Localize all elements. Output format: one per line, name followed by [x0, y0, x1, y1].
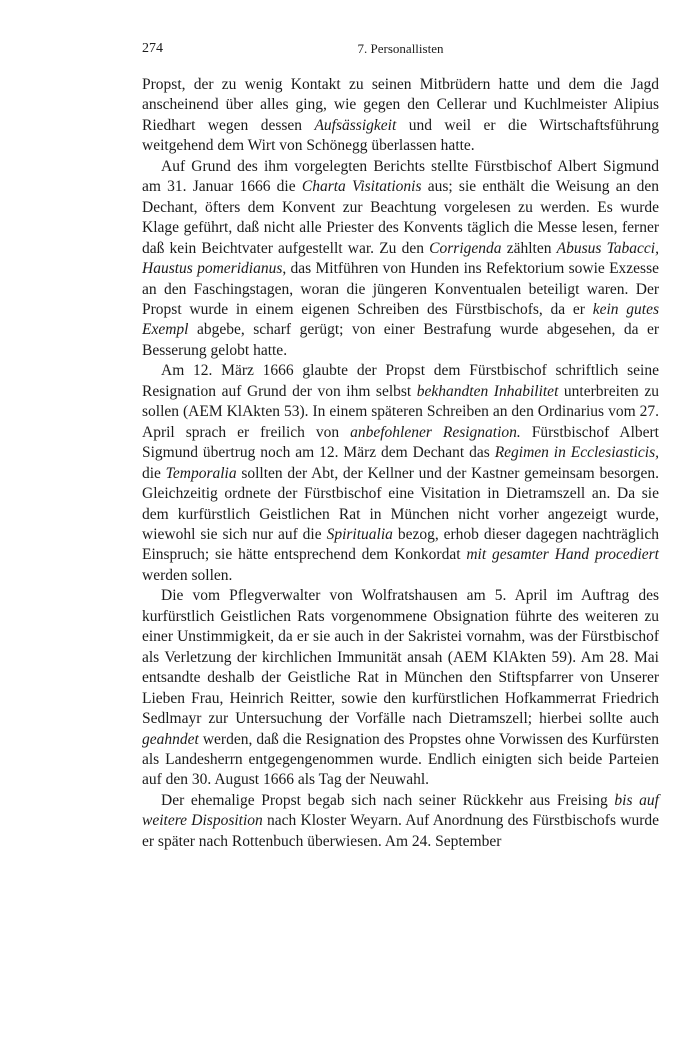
- text-run: aus; sie enthält die Weisung an den Dechant, öfters dem Konvent zur Beachtung vorgelesen zu werden. Es wurde Klage geführt, daß nicht alle Priester des Konvents täglich die Messe lesen, ferner daß kein Beichtvater aufgestellt war. Zu den: [142, 178, 660, 257]
- running-title: 7. Personallisten: [357, 41, 444, 56]
- paragraph: [142, 361, 659, 586]
- italic-text: geahndet: [142, 730, 199, 748]
- paragraph: [142, 75, 659, 157]
- text-run: zählten: [501, 239, 557, 257]
- text-run: Auf Grund des ihm vorgelegten Berichts stellte Fürstbischof Albert Sigmund am 31. Januar 1666 die: [142, 157, 659, 196]
- paragraph: [142, 586, 659, 791]
- book-page: [142, 38, 659, 852]
- italic-text: Charta Visitationis: [301, 178, 422, 196]
- italic-text: Spiritualia: [326, 525, 393, 543]
- paragraph: [142, 157, 659, 362]
- text-run: Fürstbischof Albert Sigmund übertrug noch am 12. März dem Dechant das: [142, 423, 659, 462]
- text-run: nach Kloster Weyarn. Auf Anordnung des Fürstbischofs wurde er später nach Rottenbuch überwiesen. Am 24. September: [142, 812, 659, 850]
- text-run: werden, daß die Resignation des Propstes ohne Vorwissen des Kurfürsten als Landesherrn entgegengenommen wurde. Endlich einigten sich beide Parteien auf den 30. August 1666 als Tag der Neuwahl.: [142, 730, 659, 789]
- body-text: [142, 75, 659, 852]
- italic-text: bis auf weitere Disposition: [142, 791, 659, 830]
- text-run: werden sollen.: [142, 566, 233, 584]
- text-run: Die vom Pflegverwalter von Wolfratshausen am 5. April im Auftrag des kurfürstlich Geistlichen Rats vorgenommene Obsignation führte des weiteren zu einer Unstimmigkeit, da er sie auch in der Sakristei vornahm, was der Fürstbischof als Verletzung der kirchlichen Immunität ansah (AEM KlAkten 59). Am 28. Mai entsandte deshalb der Geistliche Rat in München den Stiftspfarrer von Unserer Lieben Frau, Heinrich Reitter, sowie den kurfürstlichen Hofkammerrat Friedrich Sedlmayr zur Untersuchung der Vorfälle nach Dietramszell; hierbei sollte auch: [142, 587, 659, 728]
- italic-text: mit gesamter Hand procediert: [466, 546, 659, 564]
- text-run: und weil er die Wirtschaftsführung weitgehend dem Wirt von Schönegg überlassen hatte.: [142, 116, 659, 155]
- text-run: bezog, erhob dieser dagegen nachträglich Einspruch; sie hätte entsprechend dem Konkordat: [142, 525, 659, 564]
- italic-text: Aufsässigkeit: [314, 116, 397, 134]
- text-run: Am 12. März 1666 glaubte der Propst dem Fürstbischof schriftlich seine Resignation auf Grund der von ihm selbst: [142, 362, 659, 400]
- running-head: [142, 38, 659, 60]
- text-run: unterbreiten zu sollen (AEM KlAkten 53). In einem späteren Schreiben an den Ordinarius vom 27. April sprach er freilich von: [142, 382, 659, 441]
- italic-text: Temporalia: [165, 464, 237, 482]
- text-run: abgebe, scharf gerügt; von einer Bestrafung wurde abgesehen, da er Besserung gelobt hatte.: [142, 321, 659, 359]
- italic-text: bekhandten Inhabilitet: [416, 382, 559, 400]
- italic-text: kein gutes Exempl: [142, 300, 659, 339]
- text-run: Propst, der zu wenig Kontakt zu seinen Mitbrüdern hatte und dem die Jagd anscheinend über alles ging, wie gegen den Cellerar und Kuchlmeister Alipius Riedhart wegen dessen: [142, 76, 659, 134]
- paragraph: [142, 791, 659, 852]
- text-run: die: [142, 464, 166, 482]
- italic-text: Corrigenda: [429, 239, 502, 257]
- italic-text: Abusus Tabacci, Haustus pomeridianus: [142, 239, 659, 278]
- text-run: Der ehemalige Propst begab sich nach seiner Rückkehr aus Freising: [161, 791, 615, 809]
- text-run: , das Mitführen von Hunden ins Refektorium sowie Exzesse an den Faschingstagen, woran die jüngeren Konventualen beteiligt waren. Der Propst wurde in einem eigenen Schreiben des Fürstbischofs, da er: [142, 260, 659, 318]
- italic-text: anbefohlener Resignation.: [350, 423, 521, 441]
- text-run: sollten der Abt, der Kellner und der Kastner gemeinsam besorgen. Gleichzeitig ordnete der Fürstbischof eine Visitation in Dietramszell an. Da sie dem kurfürstlich Geistlichen Rat in München nicht vorher angezeigt wurde, wiewohl sie sich nur auf die: [142, 464, 659, 543]
- page-number: 274: [142, 41, 163, 56]
- italic-text: Regimen in Ecclesiasticis,: [494, 444, 660, 462]
